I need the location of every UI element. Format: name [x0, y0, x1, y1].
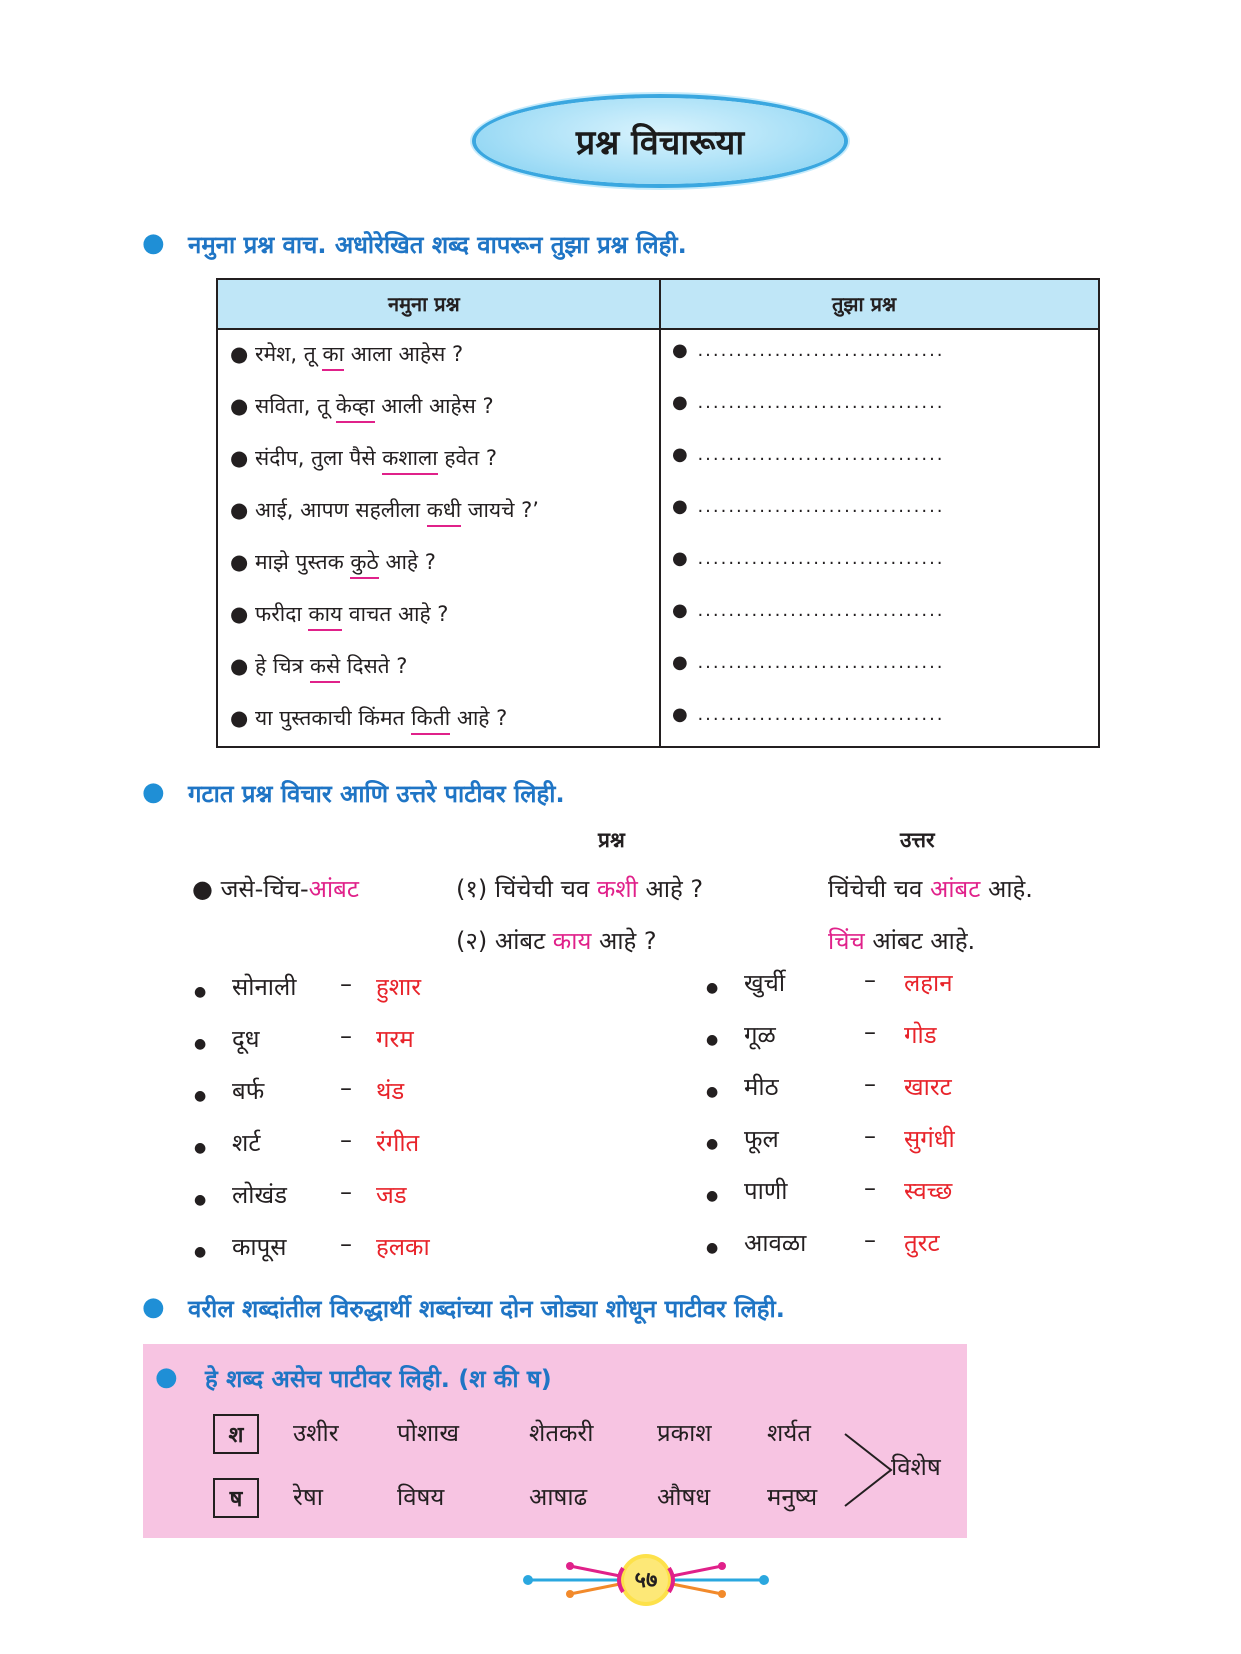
list-item-word: गूळ [744, 1021, 776, 1049]
list-item-adjective: रंगीत [376, 1129, 420, 1157]
table-row: ● हे चित्र कसे दिसते ? [230, 652, 407, 680]
word-item: उशीर [293, 1419, 339, 1447]
answer-line[interactable]: ● ................................ [672, 704, 945, 725]
list-item-adjective: हलका [376, 1233, 430, 1261]
word-item: रेषा [293, 1483, 323, 1511]
answer-line[interactable]: ● ................................ [672, 444, 945, 465]
list-item-adjective: तुरट [904, 1229, 940, 1257]
dash: – [864, 1226, 876, 1254]
dash: – [340, 1230, 352, 1258]
list-item-word: आवळा [744, 1229, 807, 1257]
list-item-adjective: खारट [904, 1073, 952, 1101]
word-item: शेतकरी [529, 1419, 594, 1447]
dash: – [864, 1174, 876, 1202]
dash: – [340, 1178, 352, 1206]
header-question: प्रश्न [598, 828, 625, 852]
list-item-word: पाणी [744, 1177, 788, 1205]
answer-line[interactable]: ● ................................ [672, 548, 945, 569]
word-item: औषध [657, 1483, 711, 1511]
answer-line[interactable]: ● ................................ [672, 340, 945, 361]
dash: – [864, 1070, 876, 1098]
table-row: ● फरीदा काय वाचत आहे ? [230, 600, 448, 628]
list-item-adjective: गोड [904, 1021, 937, 1049]
list-item-word: मीठ [744, 1073, 779, 1101]
table-header [218, 280, 1098, 330]
word-item: शर्यत [767, 1419, 811, 1447]
list-item-adjective: स्वच्छ [904, 1177, 953, 1205]
list-item: ● [194, 1244, 207, 1260]
list-item-word: लोखंड [232, 1181, 287, 1209]
list-item: ● [194, 1088, 207, 1104]
example-answer-2: चिंच आंबट आहे. [828, 927, 976, 955]
word-item: विषय [397, 1483, 445, 1511]
bullet-icon: ● [142, 777, 165, 807]
word-item: प्रकाश [657, 1419, 712, 1447]
page-number: ५७ [634, 1568, 658, 1593]
word-item: आषाढ [529, 1483, 588, 1511]
word-item: मनुष्य [767, 1483, 818, 1511]
list-item-word: कापूस [232, 1233, 287, 1261]
dash: – [864, 1122, 876, 1150]
list-item-word: बर्फ [232, 1077, 265, 1105]
answer-line[interactable]: ● ................................ [672, 392, 945, 413]
header-answer: उत्तर [900, 828, 935, 852]
list-item-word: खुर्ची [744, 969, 786, 997]
list-item-adjective: लहान [904, 969, 953, 997]
dash: – [340, 970, 352, 998]
header-sample-question: नमुना प्रश्न [388, 292, 460, 316]
table-row: ● संदीप, तुला पैसे कशाला हवेत ? [230, 444, 497, 472]
list-item: ● [194, 1192, 207, 1208]
list-item-adjective: सुगंधी [904, 1125, 955, 1153]
list-item-adjective: थंड [376, 1077, 405, 1105]
dash: – [340, 1074, 352, 1102]
list-item: ● [194, 984, 207, 1000]
instruction-2: गटात प्रश्न विचार आणि उत्तरे पाटीवर लिही. [188, 780, 565, 808]
example: ● जसे-चिंच-आंबट [192, 875, 359, 903]
bracket-icon [843, 1430, 895, 1510]
table-row: ● सविता, तू केव्हा आली आहेस ? [230, 392, 494, 420]
dash: – [864, 966, 876, 994]
bullet-icon: ● [155, 1362, 178, 1392]
table-divider [659, 280, 661, 746]
side-word: विशेष [891, 1453, 941, 1481]
list-item-word: शर्ट [232, 1129, 261, 1157]
list-item: ● [706, 1136, 719, 1152]
list-item: ● [194, 1036, 207, 1052]
page-title: प्रश्न विचारूया [575, 123, 745, 163]
table-row: ● माझे पुस्तक कुठे आहे ? [230, 548, 436, 576]
list-item: ● [706, 1084, 719, 1100]
page-number-ornament [520, 1548, 772, 1612]
list-item-adjective: हुशार [376, 973, 422, 1001]
letter-ssa-box: ष [213, 1478, 259, 1518]
list-item-adjective: जड [376, 1181, 407, 1209]
list-item-word: सोनाली [232, 973, 297, 1001]
dash: – [864, 1018, 876, 1046]
list-item-adjective: गरम [376, 1025, 414, 1053]
list-item: ● [194, 1140, 207, 1156]
box-instruction: हे शब्द असेच पाटीवर लिही. (श की ष) [205, 1365, 552, 1393]
list-item: ● [706, 1240, 719, 1256]
answer-line[interactable]: ● ................................ [672, 652, 945, 673]
question-table [216, 278, 1100, 748]
instruction-1: नमुना प्रश्न वाच. अधोरेखित शब्द वापरून तुझा प्रश्न लिही. [188, 231, 687, 259]
letter-sha-box: श [213, 1414, 259, 1454]
list-item: ● [706, 1188, 719, 1204]
answer-line[interactable]: ● ................................ [672, 496, 945, 517]
header-your-question: तुझा प्रश्न [832, 292, 897, 316]
dash: – [340, 1022, 352, 1050]
title-banner [476, 98, 844, 184]
table-row: ● आई, आपण सहलीला कधी जायचे ?’ [230, 496, 539, 524]
list-item-word: दूध [232, 1025, 260, 1053]
word-item: पोशाख [397, 1419, 460, 1447]
list-item: ● [706, 980, 719, 996]
bullet-icon: ● [142, 1292, 165, 1322]
example-question-2: (२) आंबट काय आहे ? [456, 927, 657, 955]
table-row: ● रमेश, तू का आला आहेस ? [230, 340, 463, 368]
table-row: ● या पुस्तकाची किंमत किती आहे ? [230, 704, 507, 732]
list-item-word: फूल [744, 1125, 779, 1153]
answer-line[interactable]: ● ................................ [672, 600, 945, 621]
example-answer-1: चिंचेची चव आंबट आहे. [828, 875, 1033, 903]
list-item: ● [706, 1032, 719, 1048]
bullet-icon: ● [142, 228, 165, 258]
instruction-3: वरील शब्दांतील विरुद्धार्थी शब्दांच्या दोन जोड्या शोधून पाटीवर लिही. [188, 1295, 785, 1323]
example-question-1: (१) चिंचेची चव कशी आहे ? [456, 875, 704, 903]
dash: – [340, 1126, 352, 1154]
spelling-box [143, 1344, 967, 1538]
